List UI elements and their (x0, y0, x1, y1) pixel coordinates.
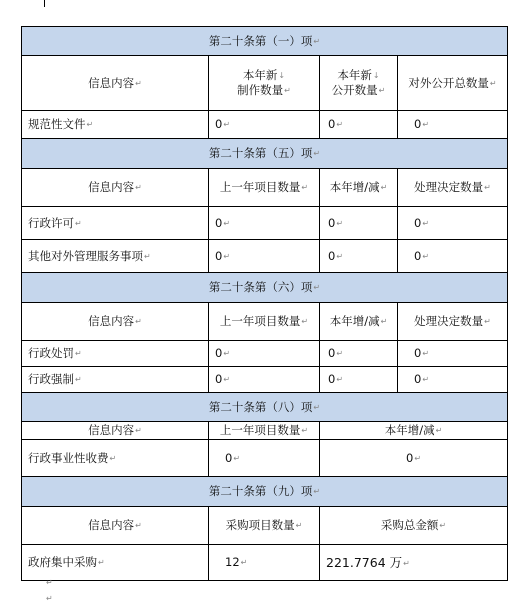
cell-value: 0↵ (398, 240, 508, 273)
cell-value: 0↵ (320, 240, 398, 273)
paragraph-mark: ↵ (46, 578, 53, 587)
header-info-content: 信息内容↵ (22, 169, 209, 207)
cell-value: 0↵ (209, 367, 320, 393)
header-prev-year-count: 上一年项目数量↵ (209, 303, 320, 341)
section-title: 第二十条第（八）项↵ (22, 393, 508, 422)
header-change: 本年增/减↵ (320, 303, 398, 341)
header-total-published: 对外公开总数量↵ (398, 56, 508, 111)
row-label: 行政许可↵ (22, 207, 209, 240)
header-info-content: 信息内容↵ (22, 507, 209, 545)
cell-value: 0↵ (209, 240, 320, 273)
header-info-content: 信息内容↵ (22, 422, 209, 440)
cell-value: 0↵ (398, 367, 508, 393)
text-cursor (44, 0, 45, 7)
cell-value: 0↵ (209, 111, 320, 139)
cell-value: 0↵ (209, 207, 320, 240)
header-prev-year-count: 上一年项目数量↵ (209, 169, 320, 207)
cell-value: 0↵ (398, 207, 508, 240)
cell-value: 0↵ (398, 341, 508, 367)
cell-value: 0↵ (320, 341, 398, 367)
header-change: 本年增/减↵ (320, 422, 508, 440)
disclosure-table (21, 26, 508, 581)
header-new-published: 本年新↓ 公开数量↵ (320, 56, 398, 111)
header-info-content: 信息内容↵ (22, 56, 209, 111)
row-label: 其他对外管理服务事项↵ (22, 240, 209, 273)
header-procurement-amount: 采购总金额↵ (320, 507, 508, 545)
header-decision-count: 处理决定数量↵ (398, 169, 508, 207)
row-label: 行政强制↵ (22, 367, 209, 393)
section-title: 第二十条第（五）项↵ (22, 139, 508, 169)
paragraph-mark: ↵ (46, 594, 53, 603)
section-title: 第二十条第（六）项↵ (22, 273, 508, 303)
row-label: 政府集中采购↵ (22, 545, 209, 581)
header-decision-count: 处理决定数量↵ (398, 303, 508, 341)
row-label: 行政处罚↵ (22, 341, 209, 367)
cell-value: 0↵ (398, 111, 508, 139)
header-prev-year-count: 上一年项目数量↵ (209, 422, 320, 440)
header-change: 本年增/减↵ (320, 169, 398, 207)
cell-value: 0↵ (320, 207, 398, 240)
cell-value: 0↵ (320, 440, 508, 477)
row-label: 行政事业性收费↵ (22, 440, 209, 477)
cell-value: 0↵ (209, 341, 320, 367)
cell-value: 0↵ (209, 440, 320, 477)
section-title: 第二十条第（一）项↵ (22, 27, 508, 56)
cell-value: 12↵ (209, 545, 320, 581)
header-info-content: 信息内容↵ (22, 303, 209, 341)
cell-value: 0↵ (320, 367, 398, 393)
header-new-produced: 本年新↓ 制作数量↵ (209, 56, 320, 111)
section-title: 第二十条第（九）项↵ (22, 477, 508, 507)
cell-value: 221.7764 万↵ (320, 545, 508, 581)
cell-value: 0↵ (320, 111, 398, 139)
row-label: 规范性文件↵ (22, 111, 209, 139)
header-procurement-count: 采购项目数量↵ (209, 507, 320, 545)
